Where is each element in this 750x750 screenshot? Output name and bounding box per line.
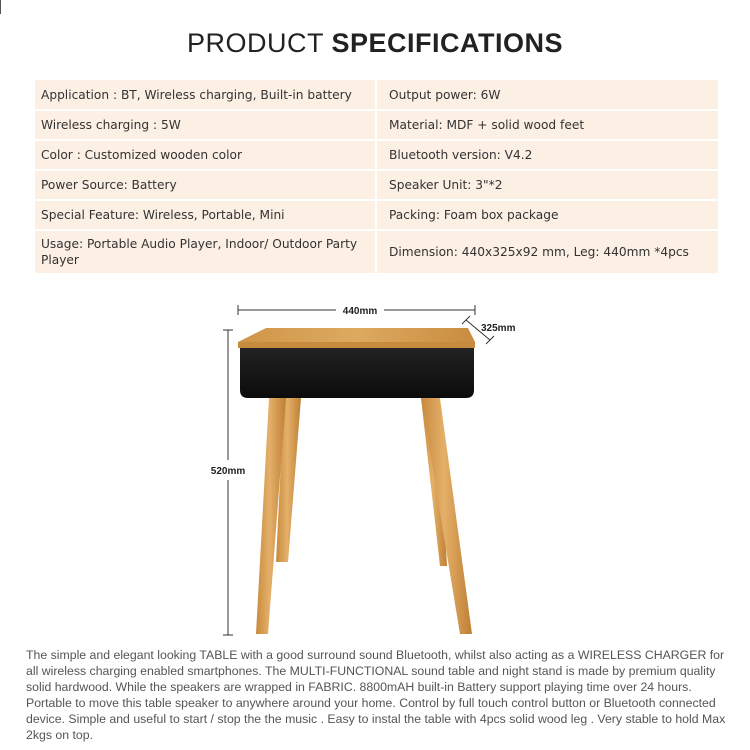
spec-speaker-unit: Speaker Unit: 3"*2: [376, 170, 718, 200]
page-title: [0, 28, 750, 59]
product-description: The simple and elegant looking TABLE with a good surround sound Bluetooth, whilst also acting as a WIRELESS CHARGER for all wireless charging enabled smartphones. The MULTI-FUNCTIONAL sound table and night stand is made by premium quality solid hardwood. While the speakers are wrapped in FABRIC. 8800mAH built-in Battery support playing time over 24 hours. Portable to move this table speaker to anywhere around your home. Control by full touch control button or Bluetooth connected device. Simple and useful to start / stop the the music . Easy to instal the table with 4pcs solid wood leg . Very stable to hold Max 2kgs on top.: [26, 648, 726, 742]
spec-application: Application : BT, Wireless charging, Built-in battery: [35, 80, 376, 110]
product-diagram: [0, 290, 750, 640]
spec-output-power: Output power: 6W: [376, 80, 718, 110]
spec-row: [35, 230, 718, 274]
width-dimension: [238, 305, 475, 317]
spec-row: [35, 80, 718, 110]
width-label: 440mm: [342, 306, 378, 317]
spec-row: [35, 140, 718, 170]
corner-mark: [0, 0, 1, 14]
spec-dimension: Dimension: 440x325x92 mm, Leg: 440mm *4pcs: [376, 230, 718, 274]
spec-color: Color : Customized wooden color: [35, 140, 376, 170]
spec-wireless-charging: Wireless charging : 5W: [35, 110, 376, 140]
spec-material: Material: MDF + solid wood feet: [376, 110, 718, 140]
table-top: [238, 328, 475, 342]
table-top-edge: [238, 342, 475, 348]
spec-row: [35, 200, 718, 230]
title-bold: SPECIFICATIONS: [331, 28, 564, 58]
spec-power-source: Power Source: Battery: [35, 170, 376, 200]
spec-row: [35, 170, 718, 200]
specifications-table: [35, 80, 718, 275]
height-label: 520mm: [210, 466, 246, 477]
speaker-table-illustration: [238, 328, 475, 634]
spec-packing: Packing: Foam box package: [376, 200, 718, 230]
fabric-speaker-body: [240, 348, 474, 398]
title-light: PRODUCT: [186, 28, 332, 58]
spec-row: [35, 110, 718, 140]
front-right-leg: [421, 398, 472, 634]
spec-special-feature: Special Feature: Wireless, Portable, Mini: [35, 200, 376, 230]
spec-usage: Usage: Portable Audio Player, Indoor/ Outdoor Party Player: [35, 230, 376, 274]
depth-label: 325mm: [481, 323, 516, 334]
spec-bluetooth-version: Bluetooth version: V4.2: [376, 140, 718, 170]
